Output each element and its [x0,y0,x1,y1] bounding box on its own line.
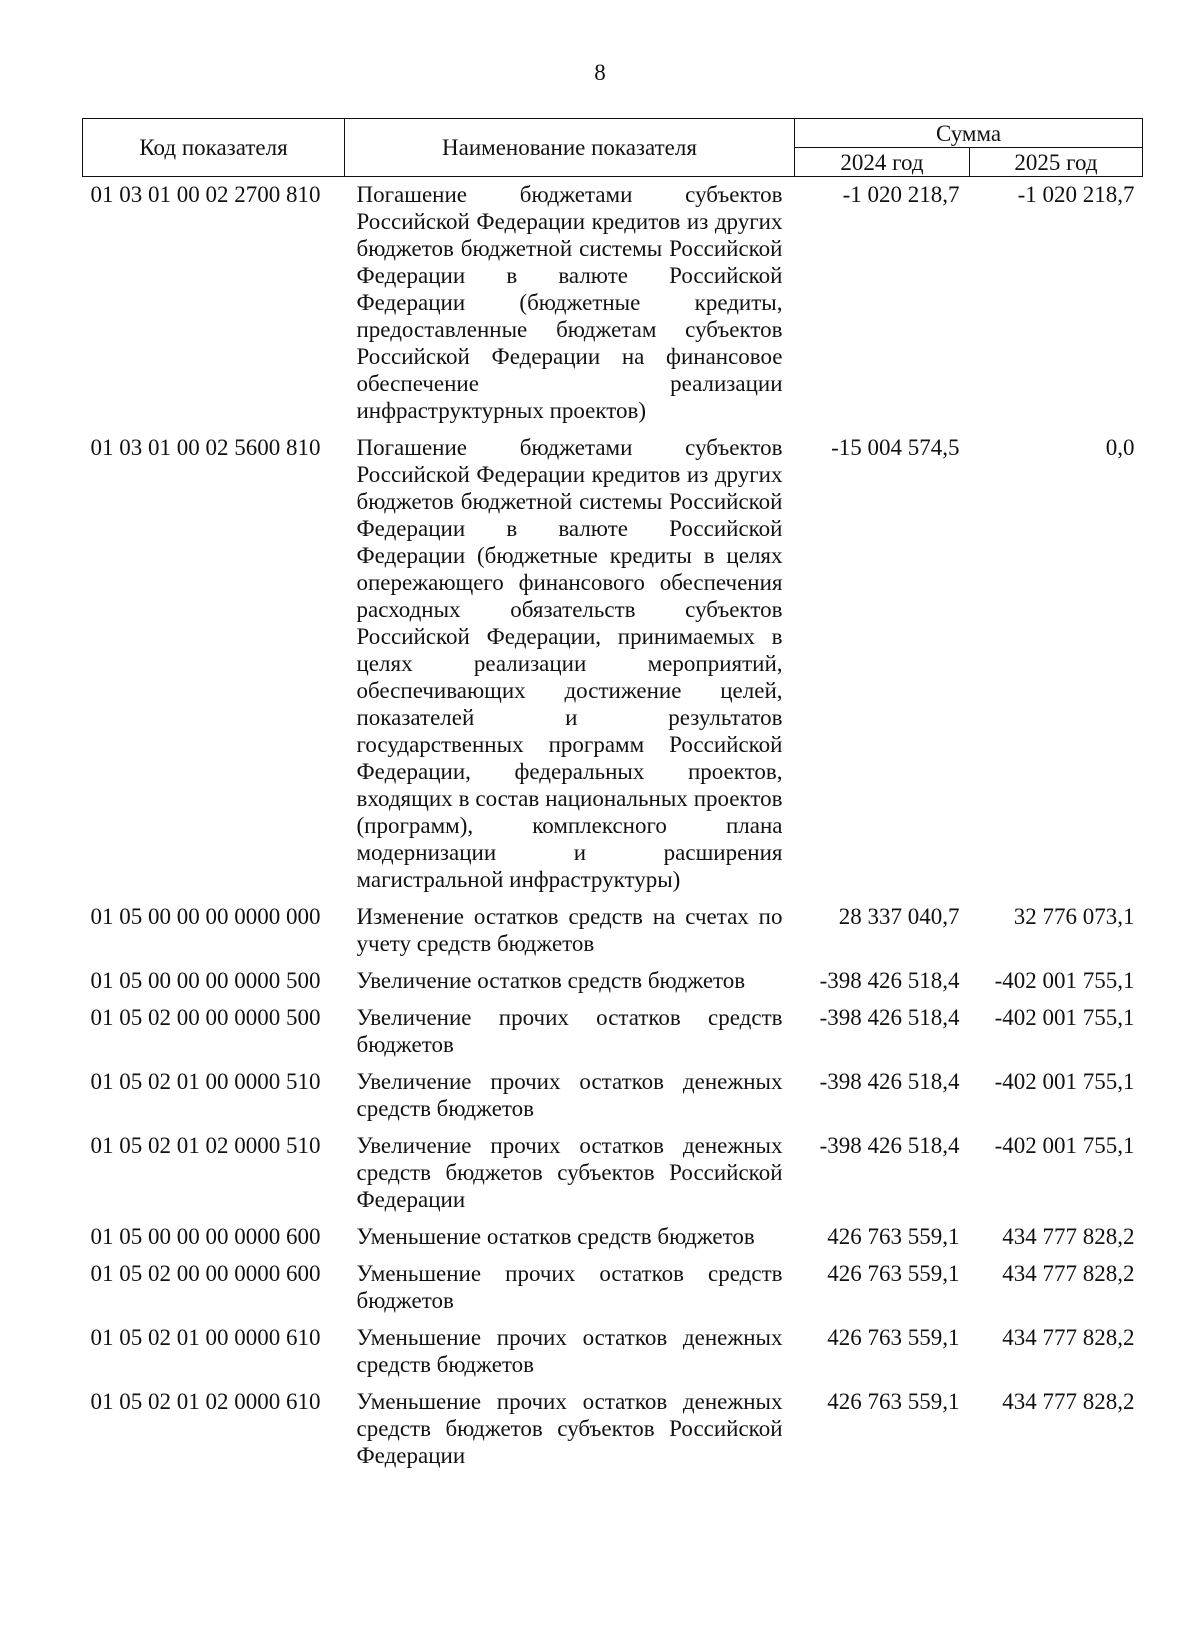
row-value-2025: -402 001 755,1 [994,1133,1135,1158]
row-value-2025: 434 777 828,2 [1002,1325,1135,1350]
row-code: 01 05 02 01 00 0000 510 [90,1069,321,1094]
row-code: 01 05 02 01 02 0000 610 [90,1389,321,1414]
page-number: 8 [594,60,606,85]
table-row [83,1219,1143,1256]
header-year-2025: 2025 год [970,148,1143,177]
row-value-2025: -402 001 755,1 [994,1069,1135,1094]
row-value-2025: -402 001 755,1 [994,1005,1135,1030]
table-row [83,177,1143,431]
row-name: Увеличение остатков средств бюджетов [356,968,746,993]
row-value-2024: 426 763 559,1 [827,1325,960,1350]
row-value-2024: -15 004 574,5 [831,435,960,460]
table-row [83,1128,1143,1219]
table-header [83,119,1143,177]
row-name: Погашение бюджетами субъектов Российской Федерации кредитов из других бюджетов бюджетной системы Российской Федерации в валюте Российской Федерации (бюджетные кредиты, предоставленные бюджетам субъектов Российской Федерации на финансовое обеспечение реализации инфраструктурных проектов) [356,182,783,423]
table-row [83,899,1143,963]
header-code: Код показателя [83,119,345,177]
row-code: 01 03 01 00 02 5600 810 [90,435,321,460]
row-value-2025: -402 001 755,1 [994,968,1135,993]
row-code: 01 05 02 01 02 0000 510 [90,1133,321,1158]
row-value-2025: 32 776 073,1 [1013,904,1135,929]
row-name: Увеличение прочих остатков средств бюджетов [356,1005,783,1057]
row-name: Уменьшение прочих остатков денежных средств бюджетов [356,1325,783,1377]
row-name: Увеличение прочих остатков денежных средств бюджетов субъектов Российской Федерации [356,1133,783,1212]
header-year-2024: 2024 год [795,148,970,177]
row-name: Погашение бюджетами субъектов Российской Федерации кредитов из других бюджетов бюджетной системы Российской Федерации в валюте Российской Федерации (бюджетные кредиты в целях опережающего финансового обеспечения расходных обязательств субъектов Российской Федерации, принимаемых в целях реализации мероприятий, обеспечивающих достижение целей, показателей и результатов государственных программ Российской Федерации, федеральных проектов, входящих в состав национальных проектов (программ), комплексного плана модернизации и расширения магистральной инфраструктуры) [356,435,783,892]
row-name: Уменьшение прочих остатков средств бюджетов [356,1261,783,1313]
row-code: 01 05 02 00 00 0000 600 [90,1261,321,1286]
row-value-2024: 28 337 040,7 [838,904,960,929]
row-value-2024: 426 763 559,1 [827,1261,960,1286]
row-value-2025: 434 777 828,2 [1002,1261,1135,1286]
table-row [83,1256,1143,1320]
row-code: 01 05 02 01 00 0000 610 [90,1325,321,1350]
row-name: Изменение остатков средств на счетах по учету средств бюджетов [356,904,783,956]
row-value-2024: -398 426 518,4 [819,1005,960,1030]
row-value-2025: -1 020 218,7 [1017,182,1135,207]
table-row [83,963,1143,1000]
table-row [83,1064,1143,1128]
row-value-2025: 434 777 828,2 [1002,1224,1135,1249]
row-value-2025: 434 777 828,2 [1002,1389,1135,1414]
header-sum: Сумма [795,119,1143,148]
row-code: 01 05 00 00 00 0000 600 [90,1224,321,1249]
row-code: 01 03 01 00 02 2700 810 [90,182,321,207]
row-name: Уменьшение остатков средств бюджетов [356,1224,755,1249]
row-name: Увеличение прочих остатков денежных средств бюджетов [356,1069,783,1121]
row-code: 01 05 00 00 00 0000 000 [90,904,321,929]
row-value-2024: -398 426 518,4 [819,968,960,993]
row-value-2025: 0,0 [1105,435,1135,460]
row-value-2024: 426 763 559,1 [827,1389,960,1414]
budget-table [82,118,1143,1475]
table-body [83,177,1143,1476]
row-value-2024: 426 763 559,1 [827,1224,960,1249]
table-row [83,1320,1143,1384]
row-value-2024: -398 426 518,4 [819,1133,960,1158]
row-code: 01 05 00 00 00 0000 500 [90,968,321,993]
table-row [83,430,1143,899]
table-row [83,1384,1143,1475]
row-name: Уменьшение прочих остатков денежных средств бюджетов субъектов Российской Федерации [356,1389,783,1468]
row-value-2024: -398 426 518,4 [819,1069,960,1094]
row-value-2024: -1 020 218,7 [842,182,960,207]
header-name: Наименование показателя [345,119,795,177]
row-code: 01 05 02 00 00 0000 500 [90,1005,321,1030]
table-row [83,1000,1143,1064]
